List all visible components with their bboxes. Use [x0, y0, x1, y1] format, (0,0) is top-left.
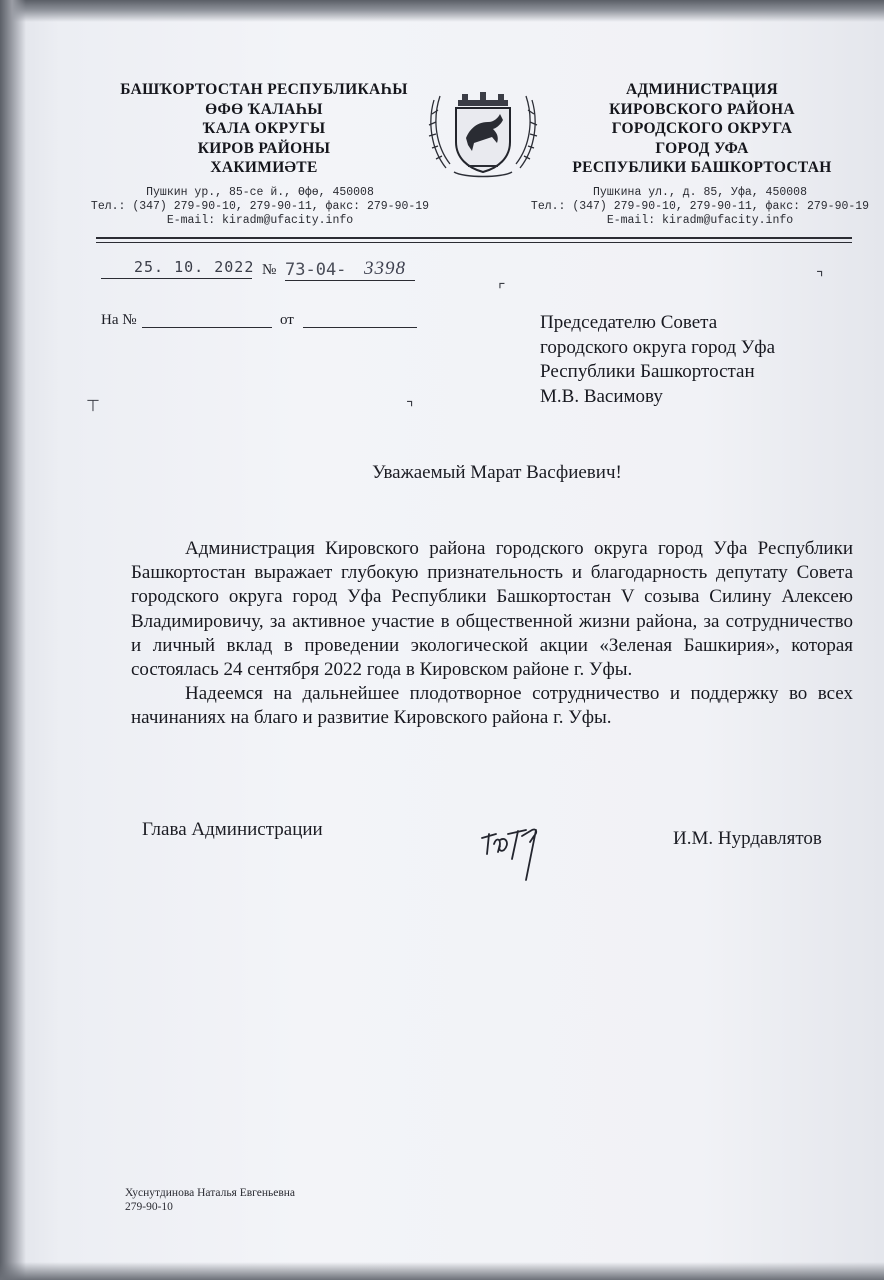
reference-date-line	[303, 327, 417, 328]
reference-label: На №	[101, 312, 137, 328]
addressee-block	[540, 311, 775, 409]
letterhead-line: АДМИНИСТРАЦИЯ	[625, 81, 779, 98]
corner-mark-right: ⌝	[406, 398, 414, 417]
paper-top-shadow	[0, 0, 884, 22]
signatory-title: Глава Администрации	[142, 819, 323, 840]
letterhead-line: КИРОВ РАЙОНЫ	[197, 139, 331, 157]
date-underline	[101, 278, 252, 279]
addressee-line: Председателю Совета	[540, 312, 718, 333]
letterhead-contacts-bashkir	[70, 186, 450, 228]
addressee-line: М.В. Васимову	[540, 385, 663, 407]
reference-from-label: от	[280, 312, 294, 328]
addressee-line: городского округа город Уфа	[540, 336, 776, 358]
number-underline	[285, 280, 415, 281]
executor-block	[125, 1186, 295, 1214]
letterhead-line: БАШҠОРТОСТАН РЕСПУБЛИКАҺЫ	[120, 81, 408, 98]
letterhead-line: ГОРОД УФА	[655, 139, 749, 157]
letterhead-line: РЕСПУБЛИКИ БАШКОРТОСТАН	[572, 159, 832, 176]
contact-address: Пушкин ур., 85-се й., Өфө, 450008	[146, 186, 374, 199]
letterhead-divider	[96, 237, 852, 239]
body-paragraph: Надеемся на дальнейшее плодотворное сотрудничество и поддержку во всех начинаниях на благо и развитие Кировского района г. Уфы.	[131, 683, 853, 729]
corner-mark-top-right: ⌝	[816, 268, 824, 287]
handwritten-signature-icon	[478, 822, 548, 884]
letterhead-divider-thin	[96, 242, 852, 243]
paper-left-shadow	[0, 0, 26, 1280]
outgoing-date: 25. 10. 2022	[134, 258, 255, 276]
salutation: Уважаемый Марат Васфиевич!	[372, 462, 622, 483]
signatory-name: И.М. Нурдавлятов	[673, 828, 822, 849]
contact-email: E-mail: kiradm@ufacity.info	[166, 214, 354, 227]
ufa-coat-of-arms-icon	[424, 86, 542, 186]
corner-mark-left: ⊤	[86, 396, 100, 415]
letterhead-contacts-russian	[530, 186, 870, 228]
executor-name: Хуснутдинова Наталья Евгеньевна	[125, 1187, 296, 1199]
paper-bottom-shadow	[0, 1262, 884, 1280]
letter-body	[131, 537, 853, 731]
letterhead-line: ҠАЛА ОКРУГЫ	[202, 120, 326, 137]
number-sign: №	[262, 262, 277, 278]
addressee-line: Республики Башкортостан	[540, 361, 755, 382]
letterhead-russian	[552, 80, 852, 178]
letterhead-line: ГОРОДСКОГО ОКРУГА	[611, 120, 793, 137]
letterhead-line: ӨФӨ ҠАЛАҺЫ	[205, 100, 323, 118]
contact-address: Пушкина ул., д. 85, Уфа, 450008	[593, 186, 807, 199]
letterhead-line: КИРОВСКОГО РАЙОНА	[609, 100, 795, 118]
contact-phones: Тел.: (347) 279-90-10, 279-90-11, факс: 279-90-19	[90, 200, 430, 213]
executor-phone: 279-90-10	[125, 1201, 173, 1213]
contact-phones: Тел.: (347) 279-90-10, 279-90-11, факс: 279-90-19	[530, 200, 870, 213]
body-paragraph: Администрация Кировского района городского округа город Уфа Республики Башкортостан выражает глубокую признательность и благодарность депутату Совета городского округа город Уфа Республики Башкортостан V созыва Силину Алексею Владимировичу, за активное участие в общественной жизни района, за сотрудничество и личный вклад в проведении экологической акции «Зеленая Башкирия», которая состоялась 24 сентября 2022 года в Кировском районе г. Уфы.	[131, 538, 853, 681]
contact-email: E-mail: kiradm@ufacity.info	[606, 214, 794, 227]
letterhead-bashkir	[96, 80, 432, 178]
outgoing-number-handwritten: 3398	[364, 258, 406, 279]
letterhead-line: ХАКИМИӘТЕ	[210, 159, 318, 176]
corner-mark-top-left: ⌜	[498, 280, 506, 299]
outgoing-number-stamp: 73-04-	[285, 260, 347, 280]
reference-number-line	[142, 327, 272, 328]
